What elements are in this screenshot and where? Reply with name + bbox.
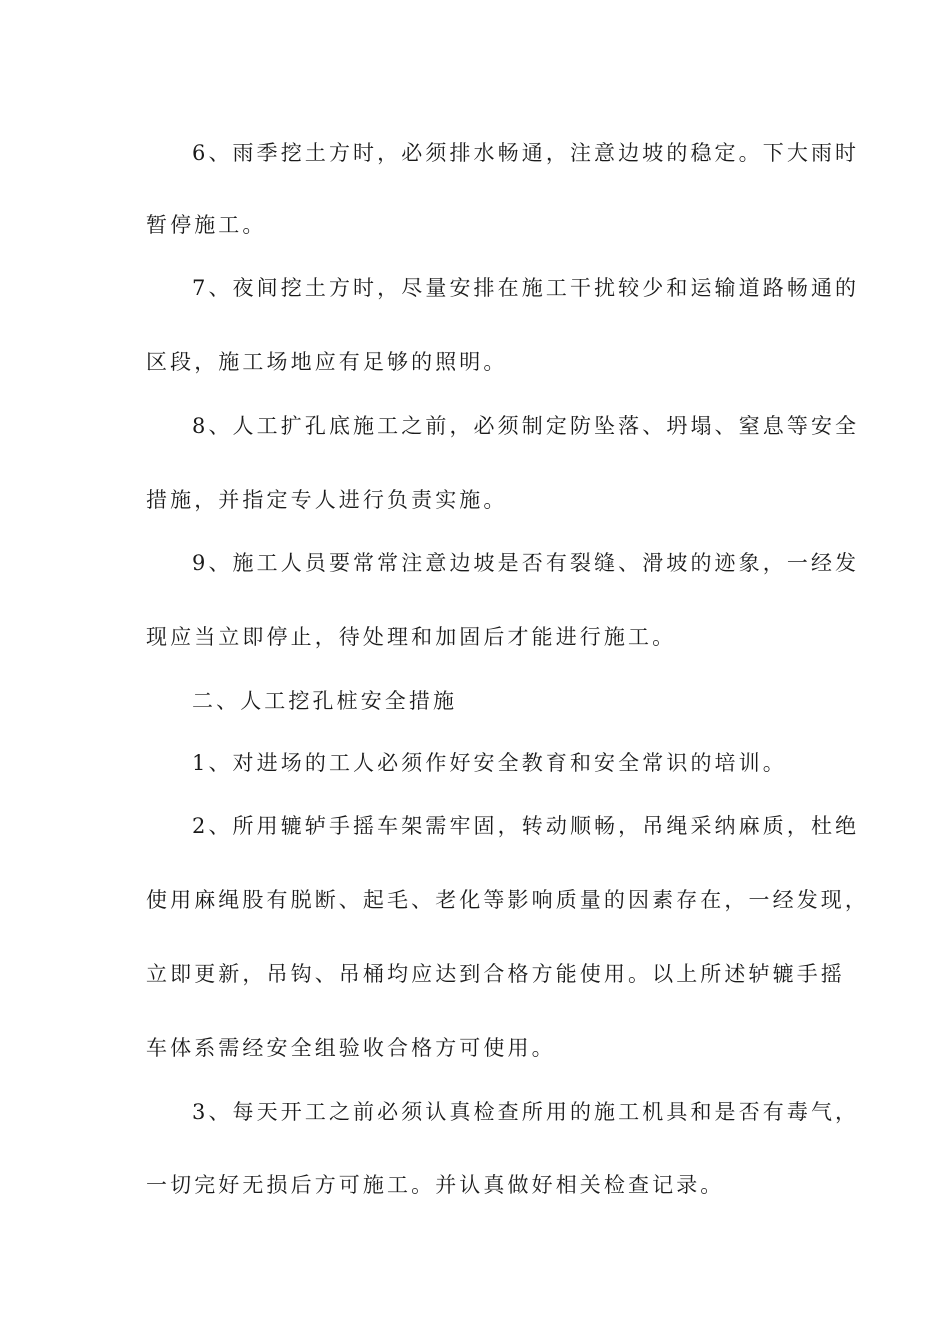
paragraph-6-line-1: 6、雨季挖土方时，必须排水畅通，注意边坡的稳定。下大雨时 [192,141,860,165]
item-2-line-1: 2、所用辘轳手摇车架需牢固，转动顺畅，吊绳采纳麻质，杜绝 [192,814,860,838]
paragraph-7-line-1: 7、夜间挖土方时，尽量安排在施工干扰较少和运输道路畅通的 [192,276,860,300]
item-3-line-1: 3、每天开工之前必须认真检查所用的施工机具和是否有毒气， [192,1100,860,1124]
item-2-line-4: 车体系需经安全组验收合格方可使用。 [146,1036,556,1060]
paragraph-6-line-2: 暂停施工。 [146,213,267,237]
item-3-line-2: 一切完好无损后方可施工。并认真做好相关检查记录。 [146,1173,725,1197]
section-heading: 二、人工挖孔桩安全措施 [192,689,458,713]
paragraph-9-line-1: 9、施工人员要常常注意边坡是否有裂缝、滑坡的迹象，一经发 [192,551,860,575]
paragraph-7-line-2: 区段，施工场地应有足够的照明。 [146,350,508,374]
item-1-line-1: 1、对进场的工人必须作好安全教育和安全常识的培训。 [192,751,787,775]
paragraph-8-line-1: 8、人工扩孔底施工之前，必须制定防坠落、坍塌、窒息等安全 [192,414,860,438]
paragraph-8-line-2: 措施，并指定专人进行负责实施。 [146,488,508,512]
item-2-line-3: 立即更新，吊钩、吊桶均应达到合格方能使用。以上所述轳辘手摇 [146,962,845,986]
paragraph-9-line-2: 现应当立即停止，待处理和加固后才能进行施工。 [146,625,677,649]
item-2-line-2: 使用麻绳股有脱断、起毛、老化等影响质量的因素存在，一经发现， [146,888,869,912]
